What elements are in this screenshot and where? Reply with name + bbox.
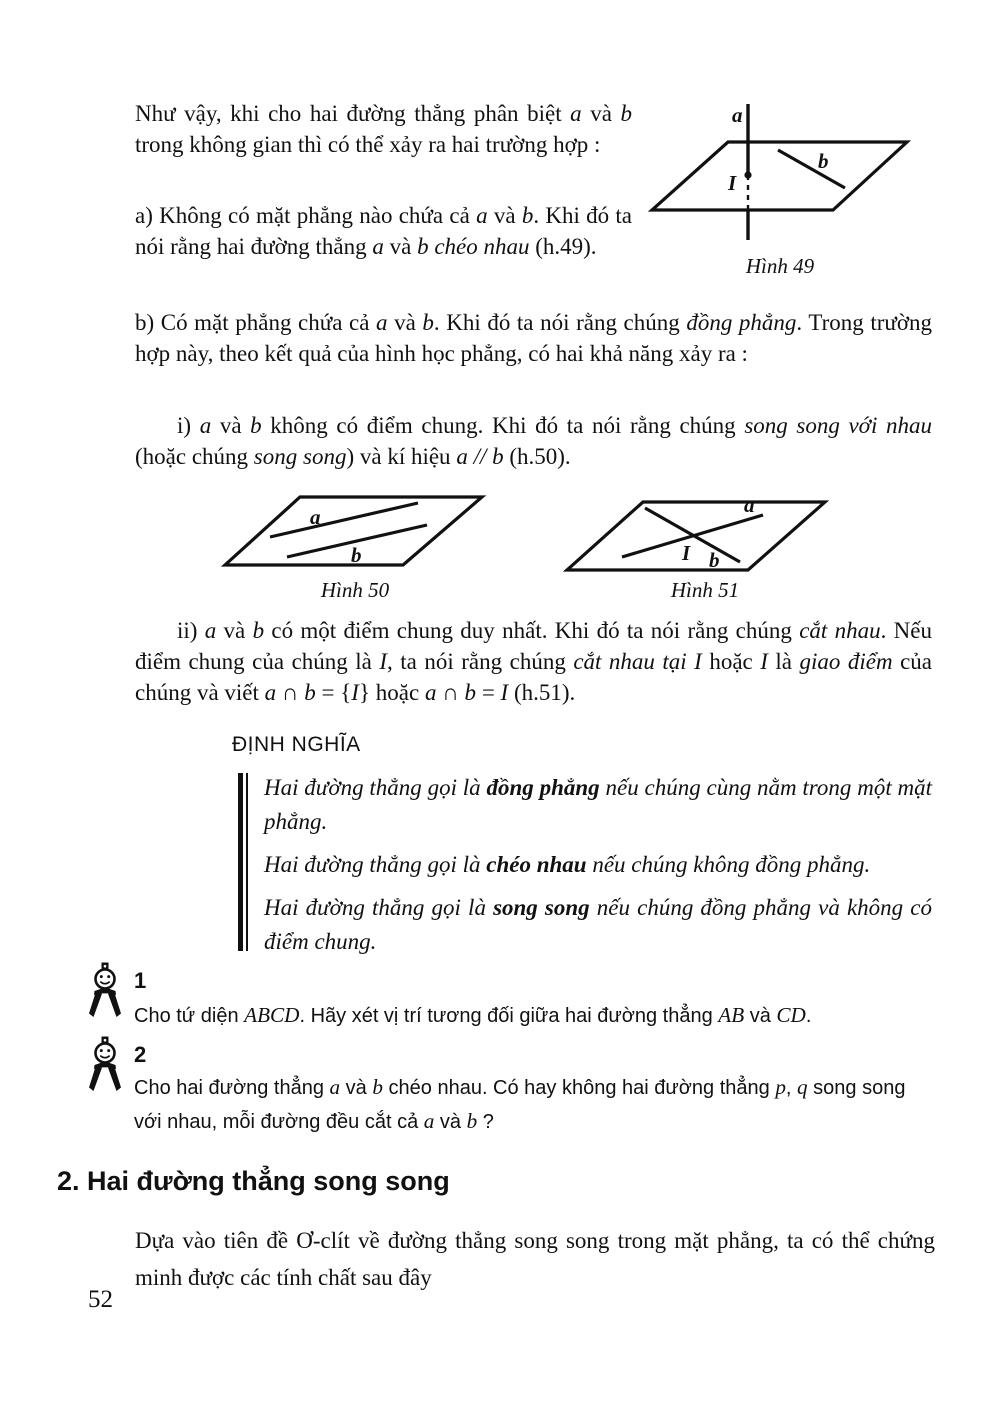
label-a: a (732, 103, 743, 127)
figure-50-caption: Hình 50 (320, 578, 390, 602)
label-a: a (744, 493, 755, 517)
compass-activity-icon (85, 1036, 125, 1094)
activity-2-number: 2 (134, 1042, 147, 1067)
compass-activity-icon (85, 962, 125, 1020)
label-b: b (709, 548, 720, 572)
paragraph-intro: Như vậy, khi cho hai đường thẳng phân biệt a và b trong không gian thì có thể xảy ra hai trường hợp : (135, 101, 632, 157)
activity-1-text: Cho tứ diện ABCD. Hãy xét vị trí tương đối giữa hai đường thẳng AB và CD. (134, 1003, 812, 1027)
definition-item: Hai đường thẳng gọi là song song nếu chúng đồng phẳng và không có điểm chung. (264, 895, 933, 954)
label-a: a (310, 505, 321, 529)
figure-49-caption: Hình 49 (745, 254, 815, 278)
label-i: I (682, 541, 691, 565)
definition-heading: ĐỊNH NGHĨA (232, 733, 361, 756)
paragraph-case-ii: ii) a và b có một điểm chung duy nhất. Khi đó ta nói rằng chúng cắt nhau. Nếu điểm chung của chúng là I, ta nói rằng chúng cắt nhau tại I hoặc I là giao điểm của chúng và viết a ∩ b = {I} hoặc a ∩ b = I (h.51). (135, 618, 932, 705)
activity-2-text: Cho hai đường thẳng a và b chéo nhau. Có hay không hai đường thẳng p, q song song với nhau, mỗi đường đều cắt cả a và b ? (134, 1075, 906, 1133)
paragraph-case-a: a) Không có mặt phẳng nào chứa cả a và b. Khi đó ta nói rằng hai đường thẳng a và b chéo nhau (h.49). (135, 203, 632, 259)
figure-49-skew-lines (640, 96, 930, 244)
definition-box (264, 771, 932, 968)
label-b: b (351, 543, 362, 567)
paragraph-closing: Dựa vào tiên đề Ơ-clít về đường thẳng song song trong mặt phẳng, ta có thể chứng minh được các tính chất sau đây (135, 1228, 935, 1290)
paragraph-case-i: i) a và b không có điểm chung. Khi đó ta nói rằng chúng song song với nhau (hoặc chúng song song) và kí hiệu a // b (h.50). (135, 413, 932, 469)
line-b (778, 150, 845, 188)
page-number: 52 (88, 1286, 113, 1313)
paragraph-case-b: b) Có mặt phẳng chứa cả a và b. Khi đó ta nói rằng chúng đồng phẳng. Trong trường hợp này, theo kết quả của hình học phẳng, có hai khả năng xảy ra : (135, 310, 933, 366)
activity-1-number: 1 (134, 968, 147, 993)
definition-item: Hai đường thẳng gọi là đồng phẳng nếu chúng cùng nằm trong một mặt phẳng. (264, 775, 933, 834)
figure-51-intersecting-lines (560, 488, 850, 573)
point-i-dot (744, 171, 751, 178)
definition-rule-thick (238, 773, 243, 951)
line-b (645, 508, 740, 562)
figure-51-caption: Hình 51 (670, 578, 740, 602)
definition-item: Hai đường thẳng gọi là chéo nhau nếu chúng không đồng phẳng. (264, 852, 871, 877)
label-b: b (818, 149, 829, 173)
figure-50-parallel-lines (210, 488, 500, 573)
label-i: I (728, 171, 737, 195)
definition-rule-thin (246, 773, 248, 951)
section-heading: 2. Hai đường thẳng song song (57, 1166, 450, 1196)
